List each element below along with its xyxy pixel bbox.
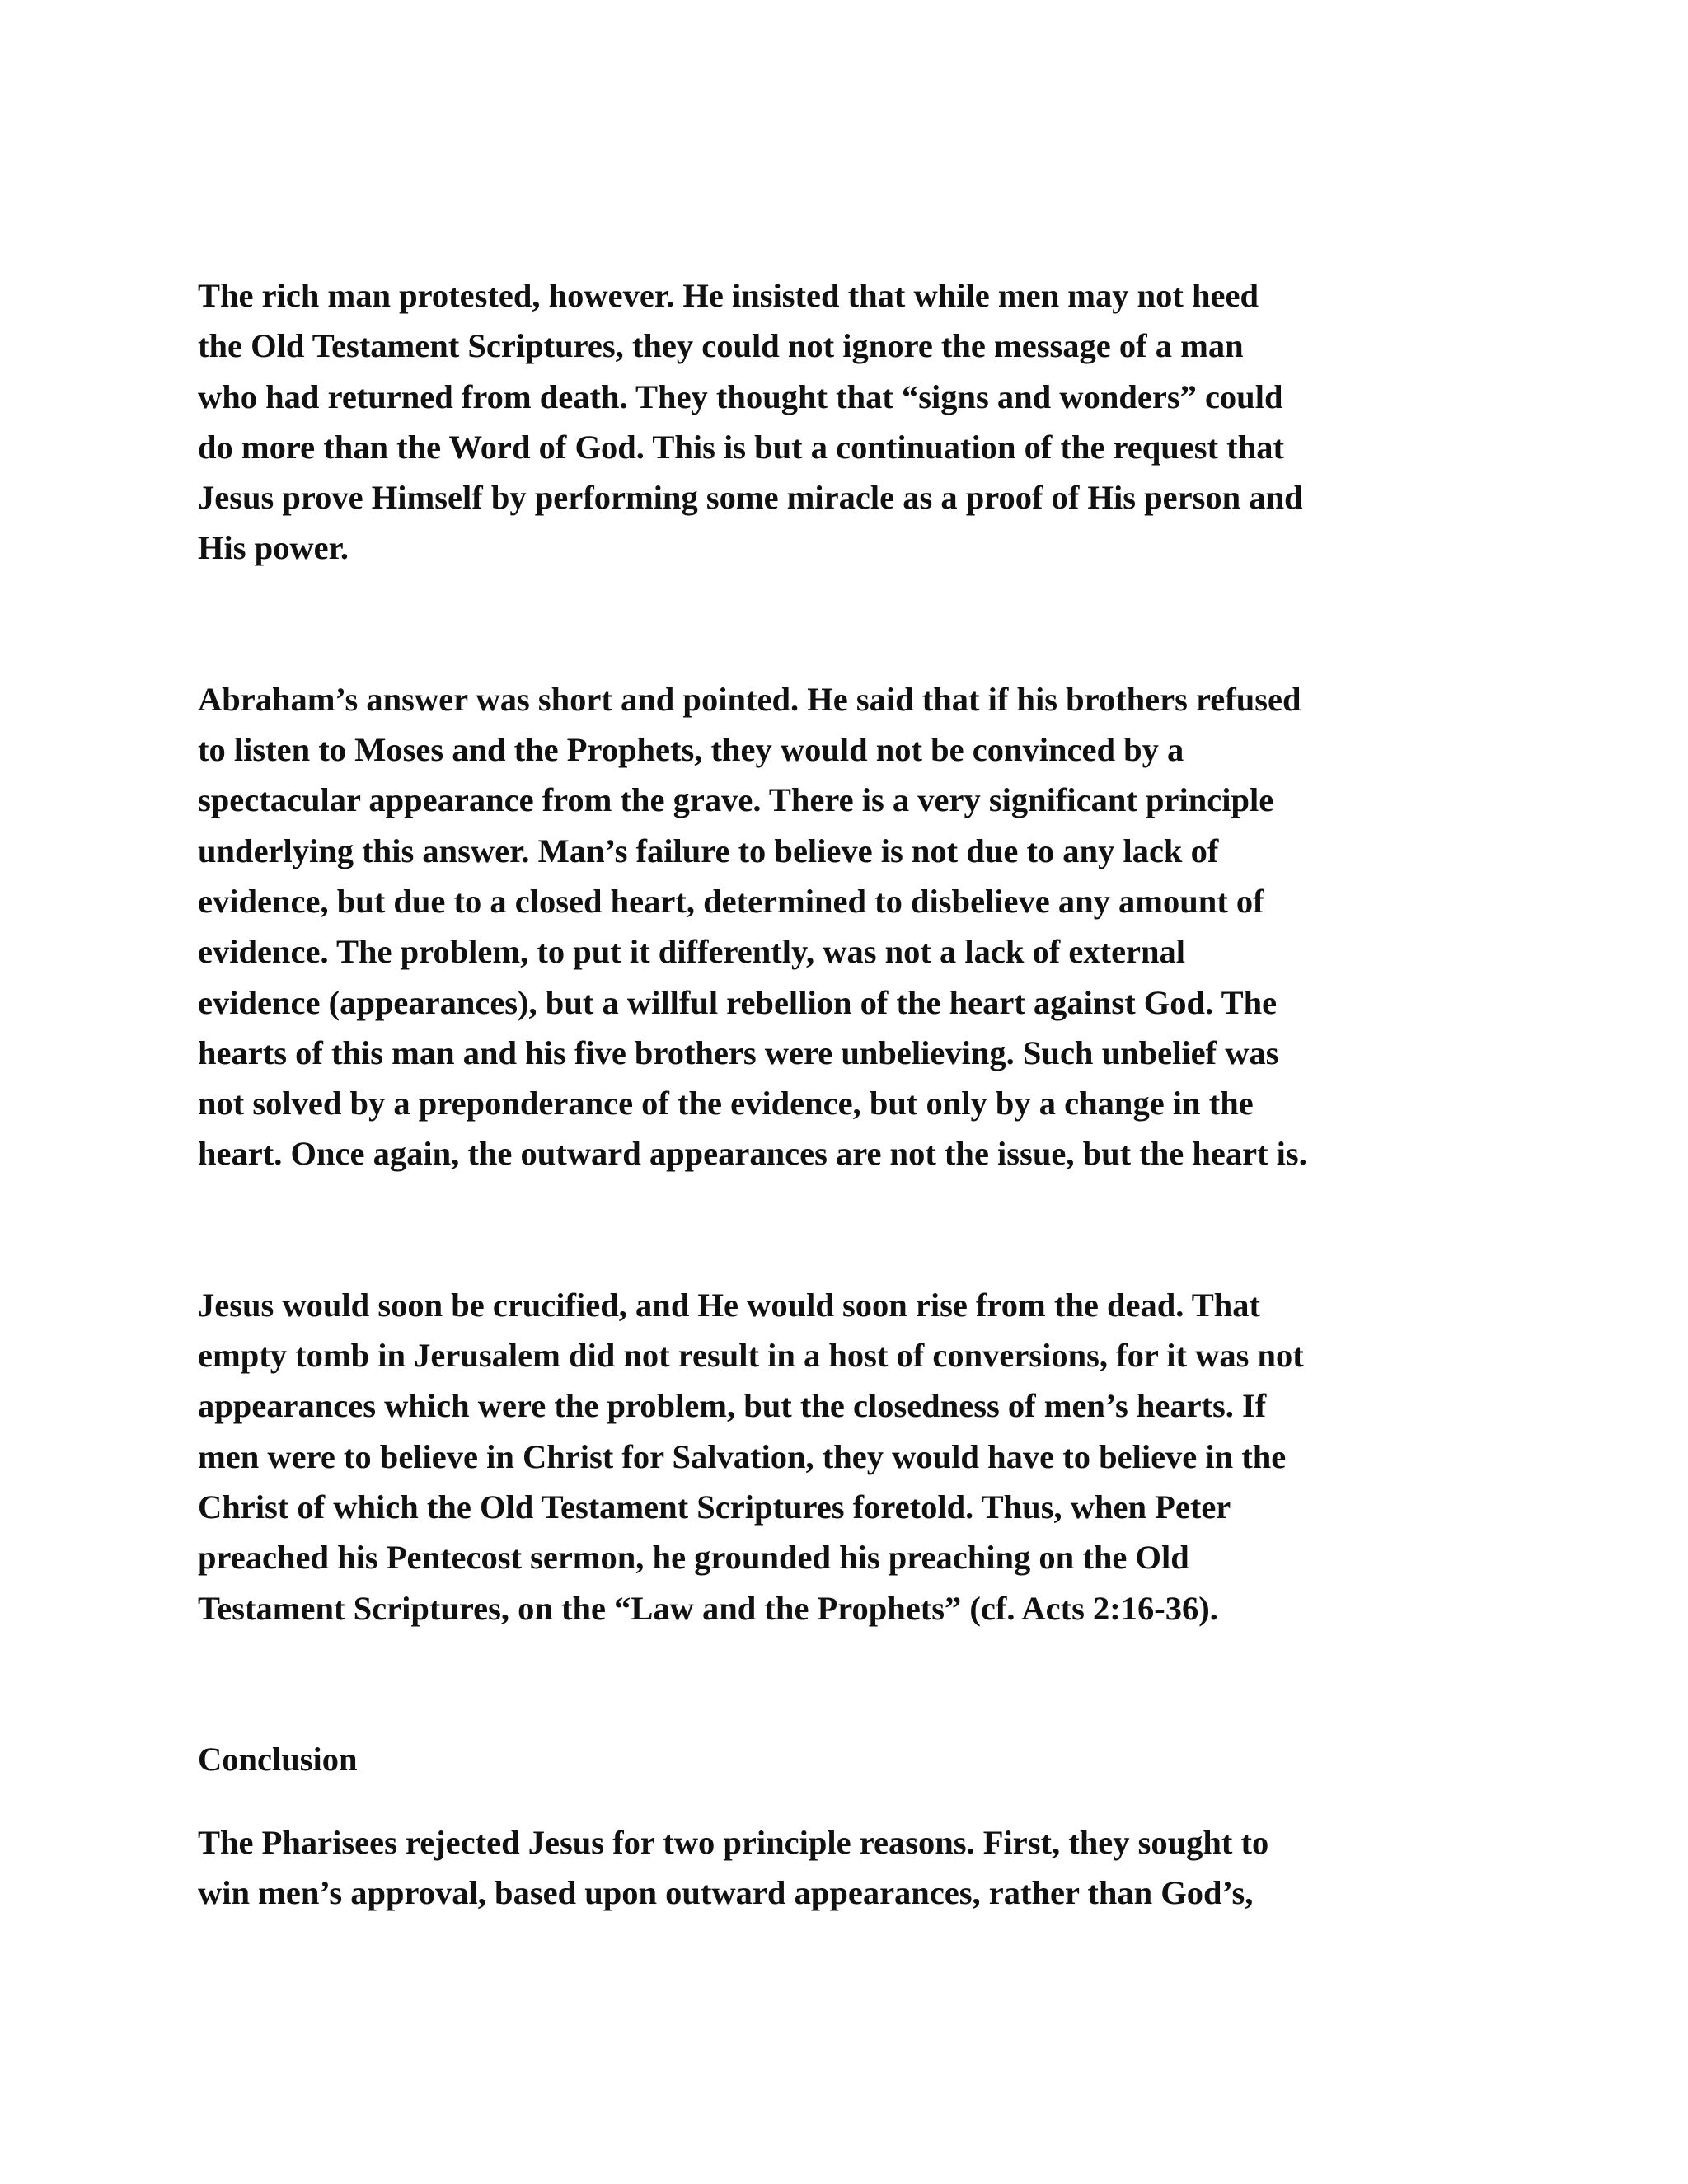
text-line: who had returned from death. They thought that “signs and wonders” could: [198, 377, 1283, 415]
text-line: do more than the Word of God. This is but a continuation of the request that: [198, 428, 1284, 466]
text-body: [198, 270, 1500, 1919]
text-line: empty tomb in Jerusalem did not result in a host of conversions, for it was not: [198, 1337, 1304, 1375]
paragraph-conclusion: [198, 1817, 1500, 1919]
text-line: The rich man protested, however. He insisted that while men may not heed: [198, 277, 1259, 314]
text-line: Jesus would soon be crucified, and He would soon rise from the dead. That: [198, 1286, 1261, 1324]
text-line: preached his Pentecost sermon, he grounded his preaching on the Old: [198, 1539, 1189, 1577]
text-line: Christ of which the Old Testament Scriptures foretold. Thus, when Peter: [198, 1488, 1231, 1526]
text-line: not solved by a preponderance of the evidence, but only by a change in the: [198, 1085, 1254, 1122]
text-line: the Old Testament Scriptures, they could not ignore the message of a man: [198, 327, 1244, 365]
text-line: win men’s approval, based upon outward appearances, rather than God’s,: [198, 1874, 1254, 1912]
text-line: Testament Scriptures, on the “Law and the Prophets” (cf. Acts 2:16-36).: [198, 1589, 1218, 1627]
section-heading-conclusion: Conclusion: [198, 1740, 358, 1778]
text-line: underlying this answer. Man’s failure to believe is not due to any lack of: [198, 832, 1219, 869]
text-line: evidence. The problem, to put it differently, was not a lack of external: [198, 933, 1186, 971]
text-line: evidence (appearances), but a willful rebellion of the heart against God. The: [198, 983, 1278, 1021]
text-line: appearances which were the problem, but the closedness of men’s hearts. If: [198, 1387, 1267, 1425]
text-line: Abraham’s answer was short and pointed. He said that if his brothers refused: [198, 680, 1301, 718]
text-line: men were to believe in Christ for Salvation, they would have to believe in the: [198, 1437, 1287, 1475]
text-line: to listen to Moses and the Prophets, they would not be convinced by a: [198, 731, 1184, 769]
text-line: heart. Once again, the outward appearances are not the issue, but the heart is.: [198, 1135, 1307, 1173]
paragraph-abraham-answer: [198, 674, 1500, 1179]
text-line: The Pharisees rejected Jesus for two principle reasons. First, they sought to: [198, 1824, 1269, 1862]
paragraph-jesus-crucified: [198, 1280, 1500, 1633]
text-line: spectacular appearance from the grave. There is a very significant principle: [198, 781, 1274, 819]
text-line: evidence, but due to a closed heart, determined to disbelieve any amount of: [198, 882, 1264, 920]
text-line: His power.: [198, 529, 349, 567]
text-line: hearts of this man and his five brothers were unbelieving. Such unbelief was: [198, 1033, 1279, 1071]
paragraph-rich-man: [198, 270, 1500, 574]
text-line: Jesus prove Himself by performing some miracle as a proof of His person and: [198, 479, 1303, 517]
